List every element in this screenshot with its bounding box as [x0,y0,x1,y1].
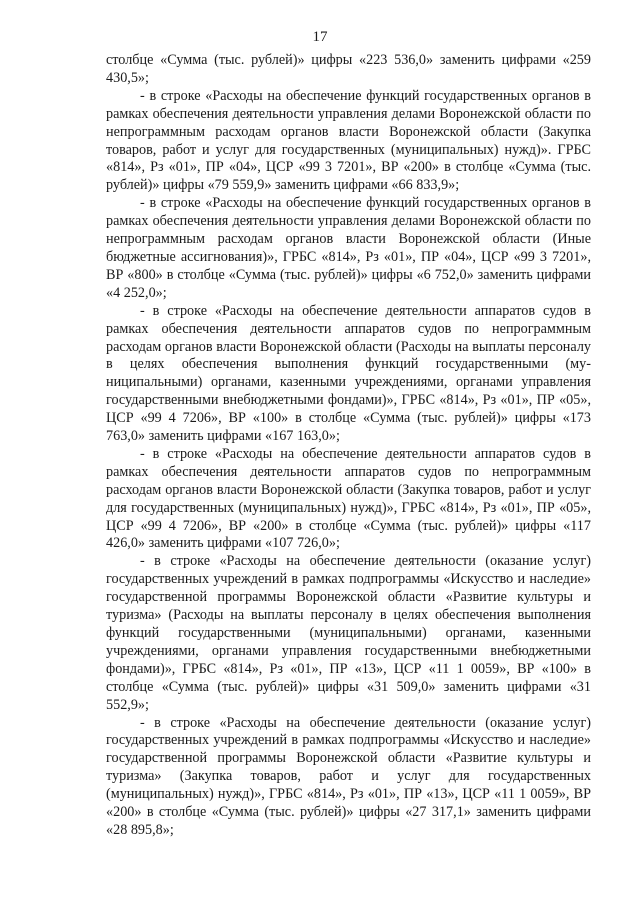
paragraph-amendment: - в строке «Расходы на обеспечение деятельности аппаратов судов в рамках обеспечения деятельности аппаратов судов по непрограммным расходам органов власти Воронежской области (Расходы на выплаты персоналу в целях обеспечения выполнения функций государственными (муниципальными) органами, казенными учреждениями, органами управления государственными внебюджетными фондами)», ГРБС «814», Рз «01», ПР «05», ЦСР «99 4 7206», ВР «100» в столбце «Сумма (тыс. рублей)» цифры «173 763,0» заменить цифрами «167 163,0»; [106,302,591,445]
paragraph-continuation: столбце «Сумма (тыс. рублей)» цифры «223 536,0» заменить цифрами «259 430,5»; [106,52,591,86]
paragraph-amendment: - в строке «Расходы на обеспечение функций государственных органов в рамках обеспечения деятельности управления делами Воронежской области по непрограммным расходам органов власти Воронежской области (Иные бюджетные ассигнования)», ГРБС «814», Рз «01», ПР «04», ЦСР «99 3 7201», ВР «800» в столбце «Сумма (тыс. рублей)» цифры «6 752,0» заменить цифрами «4 252,0»; [106,195,591,301]
page-number: 17 [312,29,328,45]
document-body [106,52,591,840]
paragraph-amendment: - в строке «Расходы на обеспечение деятельности аппаратов судов в рамках обеспечения деятельности аппаратов судов по непрограммным расходам органов власти Воронежской области (Закупка товаров, работ и услуг для государственных (муниципальных) нужд)», ГРБС «814», Рз «01», ПР «05», ЦСР «99 4 7206», ВР «200» в столбце «Сумма (тыс. рублей)» цифры «117 426,0» заменить цифрами «107 726,0»; [106,445,591,552]
paragraph-amendment: - в строке «Расходы на обеспечение деятельности (оказание услуг) государственных учреждений в рамках подпрограммы «Искусство и наследие» государственной программы Воронежской области «Развитие культуры и туризма» (Расходы на выплаты персоналу в целях обеспечения выполнения функций государственными (муниципальными) органами, казенными учреждениями, органами управления государственными внебюджетными фондами)», ГРБС «814», Рз «01», ПР «13», ЦСР «11 1 0059», ВР «100» в столбце «Сумма (тыс. рублей)» цифры «31 509,0» заменить цифрами «31 552,9»; [106,553,591,713]
paragraph-amendment: - в строке «Расходы на обеспечение деятельности (оказание услуг) государственных учреждений в рамках подпрограммы «Искусство и наследие» государственной программы Воронежской области «Развитие культуры и туризма» (Закупка товаров, работ и услуг для государственных (муниципальных) нужд)», ГРБС «814», Рз «01», ПР «13», ЦСР «11 1 0059», ВР «200» в столбце «Сумма (тыс. рублей)» цифры «27 317,1» заменить цифрами «28 895,8»; [106,714,591,838]
paragraph-amendment: - в строке «Расходы на обеспечение функций государственных органов в рамках обеспечения деятельности управления делами Воронежской области по непрограммным расходам органов власти Воронежской области (Закупка товаров, работ и услуг для государственных (муниципальных) нужд)». ГРБС «814», Рз «01», ПР «04», ЦСР «99 3 7201», ВР «200» в столбце «Сумма (тыс. рублей)» цифры «79 559,9» заменить цифрами «66 833,9»; [106,87,591,194]
